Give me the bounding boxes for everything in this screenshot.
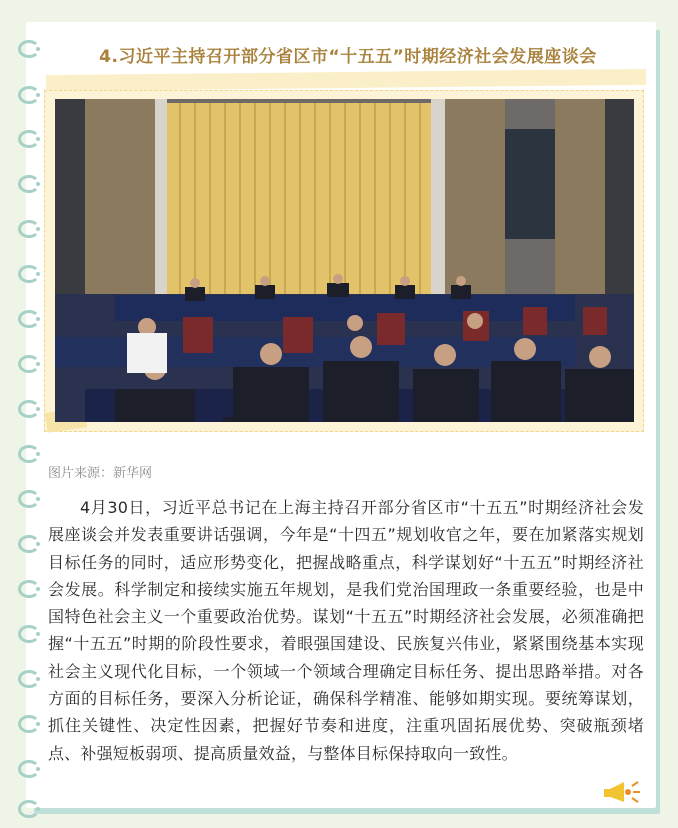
ring-binder-icon (18, 580, 40, 598)
ring-binder-icon (18, 220, 40, 238)
ring-binder-icon (18, 355, 40, 373)
ring-binder-icon (18, 310, 40, 328)
ring-binder-icon (18, 490, 40, 508)
megaphone-icon (602, 778, 642, 812)
article-title: 4.习近平主持召开部分省区市“十五五”时期经济社会发展座谈会 (99, 47, 597, 67)
meeting-photo (55, 99, 634, 422)
ring-binder-icon (18, 670, 40, 688)
ring-binder-icon (18, 535, 40, 553)
ring-binder-icon (18, 625, 40, 643)
ring-binder-icon (18, 130, 40, 148)
ring-binder-icon (18, 40, 40, 58)
ring-binder-icon (18, 800, 40, 818)
ring-binder-icon (18, 760, 40, 778)
ring-binder-icon (18, 86, 40, 104)
ring-binder-icon (18, 175, 40, 193)
ring-binder-icon (18, 715, 40, 733)
image-source-caption: 图片来源：新华网 (48, 466, 153, 481)
ring-binder-icon (18, 400, 40, 418)
ring-binder-icon (18, 445, 40, 463)
article-body: 4月30日，习近平总书记在上海主持召开部分省区市“十五五”时期经济社会发展座谈会并发表重要讲话强调，今年是“十四五”规划收官之年，要在加紧落实规划目标任务的同时，适应形势变化，把握战略重点，科学谋划好“十五五”时期经济社会发展。科学制定和接续实施五年规划，是我们党治国理政一条重要经验，也是中国特色社会主义一个重要政治优势。谋划“十五五”时期经济社会发展，必须准确把握“十五五”时期的阶段性要求，着眼强国建设、民族复兴伟业，紧紧围绕基本实现社会主义现代化目标，一个领域一个领域合理确定目标任务、提出思路举措。对各方面的目标任务，要深入分析论证，确保科学精准、能够如期实现。要统筹谋划，抓住关键性、决定性因素，把握好节奏和进度，注重巩固拓展优势、突破瓶颈堵点、补强短板弱项、提高质量效益，与整体目标保持取向一致性。 (48, 498, 644, 763)
ring-binder-icon (18, 265, 40, 283)
